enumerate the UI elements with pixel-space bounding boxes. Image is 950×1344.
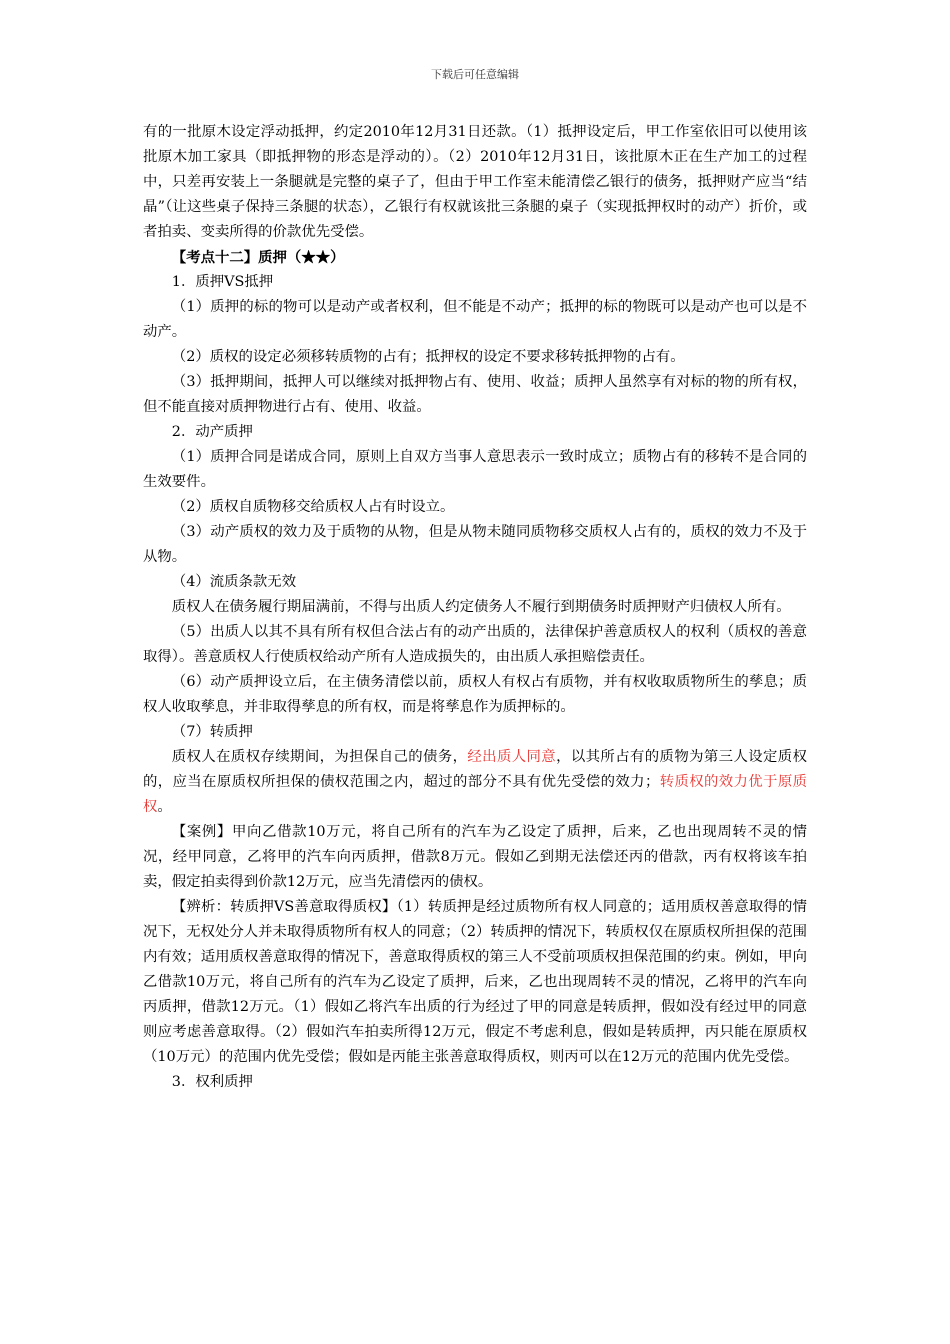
analysis-paragraph xyxy=(143,895,807,1070)
list-item: （1）质押合同是诺成合同，原则上自双方当事人意思表示一致时成立；质物占有的移转不是合同的生效要件。 xyxy=(143,449,807,490)
case-label: 【案例】 xyxy=(171,824,232,840)
analysis-label: 【辨析：转质押VS善意取得质权】 xyxy=(171,899,397,915)
document-body xyxy=(143,120,807,1095)
highlighted-text: 转质权的效力优于原质权 xyxy=(143,774,807,815)
case-text: 甲向乙借款10万元，将自己所有的汽车为乙设定了质押，后来，乙也出现周转不灵的情况，经甲同意，乙将甲的汽车向丙质押，借款8万元。假如乙到期无法偿还丙的借款，丙有权将该车拍卖，假定拍卖得到价款12万元，应当先清偿丙的债权。 xyxy=(143,824,807,890)
list-item-body xyxy=(143,745,807,820)
page-header: 下载后可任意编辑 xyxy=(431,68,519,81)
analysis-text: （1）转质押是经过质物所有权人同意的；适用质权善意取得的情况下，无权处分人并未取得质物所有权人的同意；（2）转质押的情况下，转质权仅在原质权所担保的范围内有效；适用质权善意取得的情况下，善意取得质权的第三人不受前项质权担保范围的约束。例如，甲向乙借款10万元，将自己所有的汽车为乙设定了质押，后来，乙也出现周转不灵的情况，乙将甲的汽车向丙质押，借款12万元。（1）假如乙将汽车出质的行为经过了甲的同意是转质押，假如没有经过甲的同意则应考虑善意取得。（2）假如汽车拍卖所得12万元，假定不考虑利息，假如是转质押，丙只能在原质权（10万元）的范围内优先受偿；假如是丙能主张善意取得质权，则丙可以在12万元的范围内优先受偿。 xyxy=(143,899,807,1065)
subsection-title: 2．动产质押 xyxy=(171,424,253,440)
text-span: ，以其所占有的质物为第三人设定质权的，应当在原质权所担保的债权范围之内，超过的部分不具有优先受偿的效力； xyxy=(143,749,807,790)
list-item: （1）质押的标的物可以是动产或者权利，但不能是不动产；抵押的标的物既可以是动产也可以是不动产。 xyxy=(143,299,807,340)
list-item-title: （4）流质条款无效 xyxy=(171,574,297,590)
intro-paragraph: 有的一批原木设定浮动抵押，约定2010年12月31日还款。（1）抵押设定后，甲工作室依旧可以使用该批原木加工家具（即抵押物的形态是浮动的）。（2）2010年12月31日，该批原木正在生产加工的过程中，只差再安装上一条腿就是完整的桌子了，但由于甲工作室未能清偿乙银行的债务，抵押财产应当“结晶”（让这些桌子保持三条腿的状态），乙银行有权就该批三条腿的桌子（实现抵押权时的动产）折价，或者拍卖、变卖所得的价款优先受偿。 xyxy=(143,124,807,240)
subsection-title: 1．质押VS抵押 xyxy=(171,274,274,290)
list-item: （3）动产质权的效力及于质物的从物，但是从物未随同质物移交质权人占有的，质权的效力不及于从物。 xyxy=(143,524,807,565)
text-span: 质权人在质权存续期间，为担保自己的债务， xyxy=(171,749,468,765)
list-item-title: （7）转质押 xyxy=(171,724,253,740)
list-item: （2）质权自质物移交给质权人占有时设立。 xyxy=(171,499,455,515)
subsection-title: 3．权利质押 xyxy=(171,1074,253,1090)
section-heading: 【考点十二】质押（★★） xyxy=(171,249,345,266)
case-paragraph xyxy=(143,820,807,895)
highlighted-text: 经出质人同意 xyxy=(467,749,557,765)
list-item: （2）质权的设定必须移转质物的占有；抵押权的设定不要求移转抵押物的占有。 xyxy=(171,349,685,365)
list-item-body: 质权人在债务履行期届满前，不得与出质人约定债务人不履行到期债务时质押财产归债权人所有。 xyxy=(171,599,791,615)
list-item: （3）抵押期间，抵押人可以继续对抵押物占有、使用、收益；质押人虽然享有对标的物的所有权，但不能直接对质押物进行占有、使用、收益。 xyxy=(143,374,807,415)
text-span: 。 xyxy=(157,799,172,815)
list-item: （6）动产质押设立后，在主债务清偿以前，质权人有权占有质物，并有权收取质物所生的孳息；质权人收取孳息，并非取得孳息的所有权，而是将孳息作为质押标的。 xyxy=(143,674,807,715)
list-item: （5）出质人以其不具有所有权但合法占有的动产出质的，法律保护善意质权人的权利（质权的善意取得）。善意质权人行使质权给动产所有人造成损失的，由出质人承担赔偿责任。 xyxy=(143,624,807,665)
